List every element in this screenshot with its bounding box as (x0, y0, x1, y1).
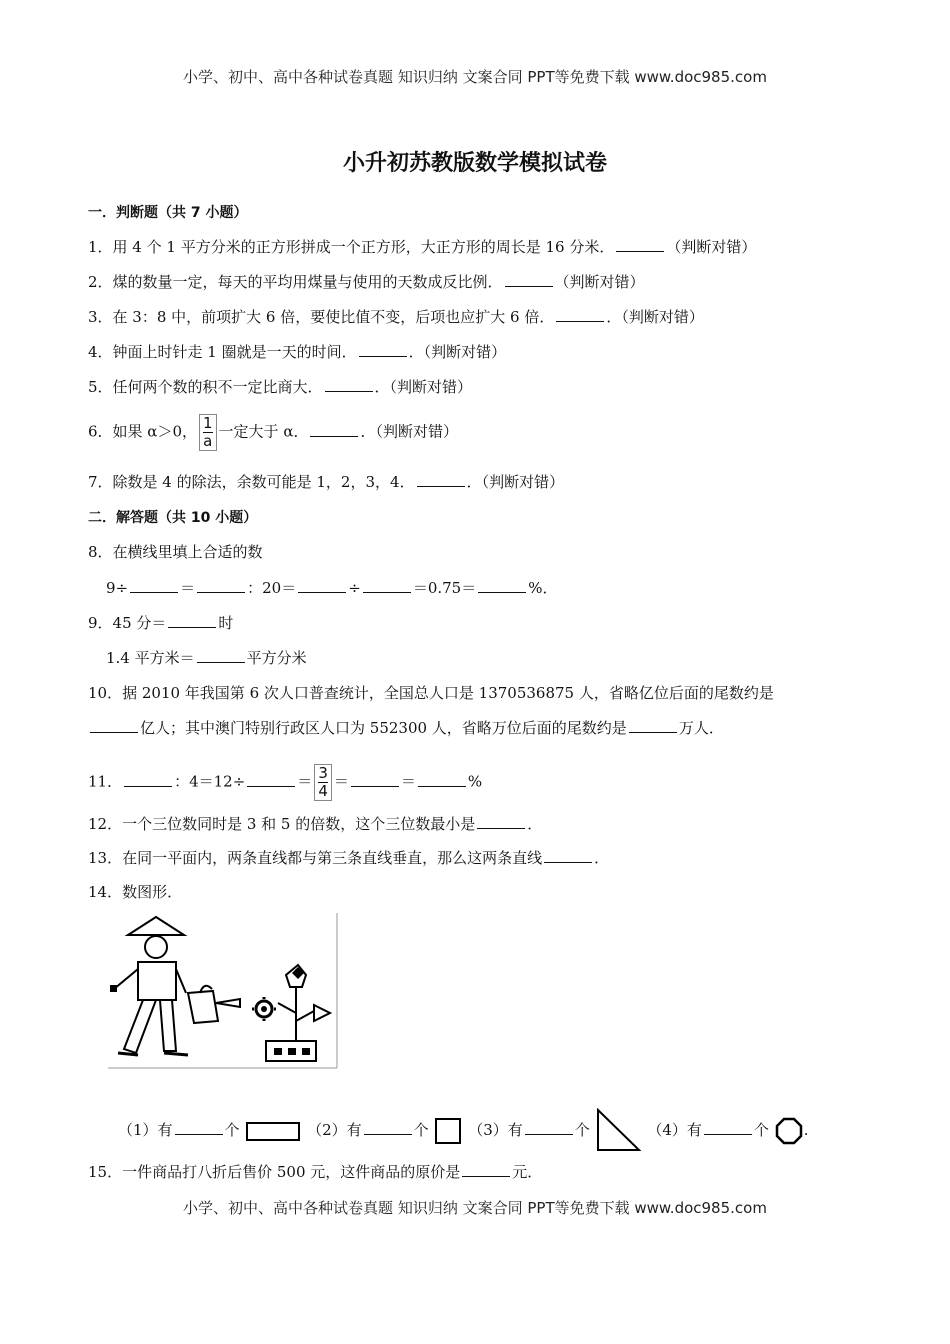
fraction: $\frac{1}{a}$ (199, 414, 217, 451)
answer-blank[interactable] (417, 472, 465, 487)
answer-blank[interactable] (298, 578, 346, 593)
section-answer: 二．解答题（共 10 小题） (88, 510, 258, 526)
square-icon (433, 1116, 463, 1146)
body-rectangle (138, 962, 176, 1000)
watering-can (188, 991, 218, 1023)
answer-blank[interactable] (616, 237, 664, 252)
section-judgement: 一．判断题（共 7 小题） (88, 205, 248, 221)
question-4: 4．钟面上时针走 1 圈就是一天的时间． ．（判断对错） (88, 343, 507, 361)
question-11: 11． ：4＝12÷ ＝ $\frac{3}{4}$ ＝ ＝ % (88, 764, 483, 800)
header-banner: 小学、初中、高中各种试卷真题 知识归纳 文案合同 PPT等免费下载 www.doc985.com (183, 68, 767, 86)
hat-shape (128, 917, 184, 935)
question-6: 6．如果 α＞0， $\frac{1}{a}$ 一定大于 α． ．（判断对错） (88, 414, 458, 450)
question-10-cont: 亿人；其中澳门特别行政区人口为 552300 人，省略万位后面的尾数约是 万人． (88, 718, 724, 738)
answer-blank[interactable] (130, 578, 178, 593)
question-8: 8．在横线里填上合适的数 (88, 543, 263, 561)
question-7: 7．除数是 4 的除法，余数可能是 1，2，3，4． ．（判断对错） (88, 473, 565, 491)
answer-blank[interactable] (124, 772, 172, 787)
answer-blank[interactable] (351, 772, 399, 787)
answer-blank[interactable] (704, 1120, 752, 1135)
left-leg (124, 1000, 156, 1053)
fraction: $\frac{3}{4}$ (314, 764, 332, 801)
answer-blank[interactable] (197, 648, 245, 663)
question-5: 5．任何两个数的积不一定比商大． ．（判断对错） (88, 378, 473, 396)
answer-blank[interactable] (556, 307, 604, 322)
head-circle (145, 936, 167, 958)
answer-blank[interactable] (477, 814, 525, 829)
answer-blank[interactable] (359, 342, 407, 357)
answer-blank[interactable] (505, 272, 553, 287)
question-10: 10．据 2010 年我国第 6 次人口普查统计，全国总人口是 1370536875 人，省略亿位后面的尾数约是 (88, 684, 774, 702)
answer-blank[interactable] (325, 377, 373, 392)
octagon-icon (774, 1116, 804, 1146)
question-13: 13．在同一平面内，两条直线都与第三条直线垂直，那么这两条直线 ． (88, 849, 610, 867)
answer-blank[interactable] (197, 578, 245, 593)
answer-blank[interactable] (90, 718, 138, 733)
answer-blank[interactable] (363, 578, 411, 593)
shape-count-row: （1）有 个 （2）有 个 （3）有 个 （4）有 个 . (118, 1108, 809, 1154)
answer-blank[interactable] (247, 772, 295, 787)
question-9-part2: 1.4 平方米＝ 平方分米 (106, 649, 307, 667)
answer-blank[interactable] (364, 1120, 412, 1135)
right-leg (160, 1000, 176, 1051)
question-3: 3．在 3：8 中，前项扩大 6 倍，要使比值不变，后项也应扩大 6 倍． ．（判断对错） (88, 308, 704, 326)
answer-blank[interactable] (168, 613, 216, 628)
answer-blank[interactable] (418, 772, 466, 787)
question-2: 2．煤的数量一定，每天的平均用煤量与使用的天数成反比例． （判断对错） (88, 273, 645, 291)
page-title: 小升初苏教版数学模拟试卷 (342, 151, 607, 176)
answer-blank[interactable] (462, 1162, 510, 1177)
footer-banner: 小学、初中、高中各种试卷真题 知识归纳 文案合同 PPT等免费下载 www.doc985.com (183, 1199, 767, 1217)
question-14: 14．数图形． (88, 883, 183, 901)
answer-blank[interactable] (525, 1120, 573, 1135)
rectangle-icon (244, 1118, 302, 1144)
question-15: 15．一件商品打八折后售价 500 元，这件商品的原价是 元． (88, 1163, 543, 1181)
answer-blank[interactable] (478, 578, 526, 593)
triangle-icon (595, 1108, 643, 1154)
answer-blank[interactable] (310, 422, 358, 437)
question-9: 9．45 分＝ 时 (88, 614, 234, 632)
gardener-figure (108, 913, 338, 1069)
question-1: 1．用 4 个 1 平方分米的正方形拼成一个正方形，大正方形的周长是 16 分米． （判断对错） (88, 238, 757, 256)
question-12: 12．一个三位数同时是 3 和 5 的倍数，这个三位数最小是 ． (88, 815, 543, 833)
answer-blank[interactable] (629, 718, 677, 733)
answer-blank[interactable] (544, 848, 592, 863)
answer-blank[interactable] (175, 1120, 223, 1135)
question-8-equation: 9÷ ＝ ：20＝ ÷ ＝0.75＝ %． (106, 579, 558, 597)
